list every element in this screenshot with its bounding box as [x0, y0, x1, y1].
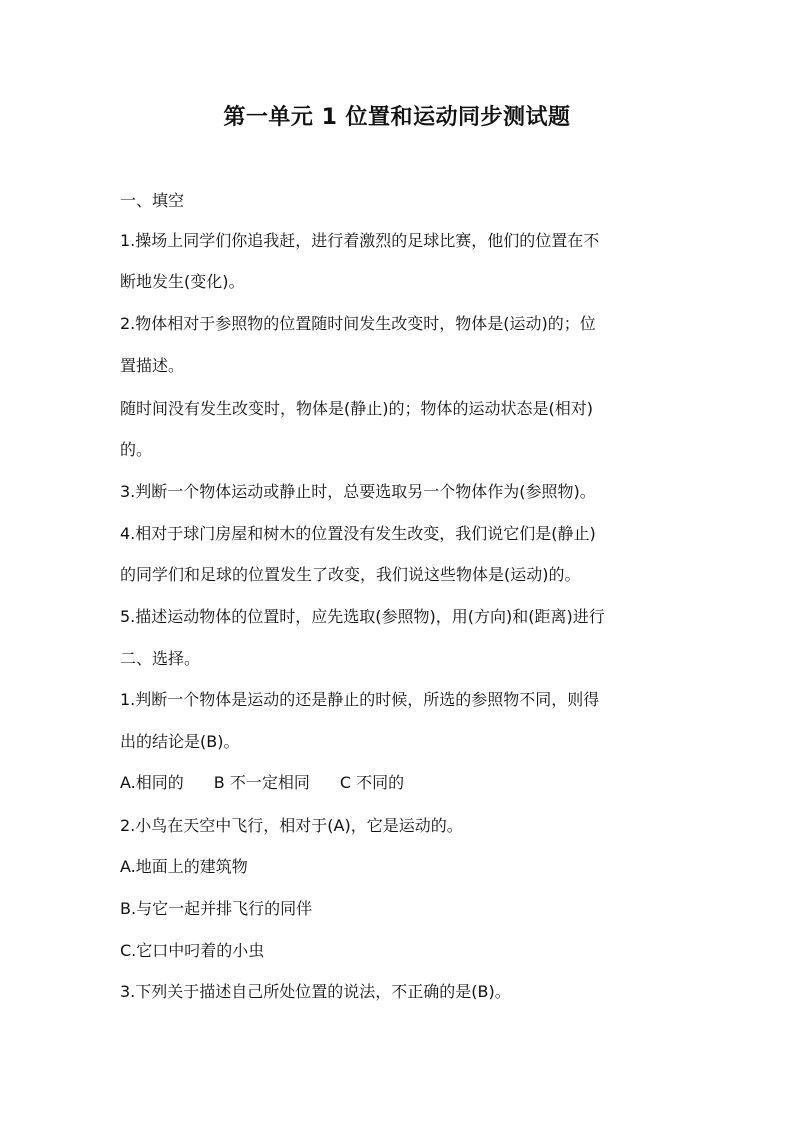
page-title: 第一单元 1 位置和运动同步测试题 [223, 105, 571, 130]
text-line: 2.物体相对于参照物的位置随时间发生改变时，物体是(运动)的；位 [120, 314, 596, 333]
text-line: 随时间没有发生改变时，物体是(静止)的；物体的运动状态是(相对) [120, 399, 593, 418]
section-heading-fill-blank: 一、填空 [120, 191, 185, 210]
option-line: A.地面上的建筑物 [120, 857, 248, 876]
text-line: 3.下列关于描述自己所处位置的说法，不正确的是(B)。 [120, 982, 511, 1001]
option-b: B 不一定相同 [213, 773, 310, 792]
text-line: 1.操场上同学们你追我赶，进行着激烈的足球比赛，他们的位置在不 [120, 231, 600, 250]
text-line: 3.判断一个物体运动或静止时，总要选取另一个物体作为(参照物)。 [120, 482, 596, 501]
text-line: 1.判断一个物体是运动的还是静止的时候，所选的参照物不同，则得 [120, 690, 600, 709]
options-row [120, 772, 680, 794]
text-line: 5.描述运动物体的位置时，应先选取(参照物)，用(方向)和(距离)进行 [120, 607, 605, 626]
text-line: 的同学们和足球的位置发生了改变，我们说这些物体是(运动)的。 [120, 565, 581, 584]
text-line: 4.相对于球门房屋和树木的位置没有发生改变，我们说它们是(静止) [120, 524, 596, 543]
option-line: C.它口中叼着的小虫 [120, 941, 265, 960]
text-line: 断地发生(变化)。 [120, 272, 245, 291]
option-a: A.相同的 [120, 773, 184, 792]
text-line: 2.小鸟在天空中飞行，相对于(A)，它是运动的。 [120, 816, 463, 835]
text-line: 置描述。 [120, 356, 185, 375]
section-heading-choice: 二、选择。 [120, 649, 201, 668]
option-c: C 不同的 [339, 773, 405, 792]
text-line: 的。 [120, 440, 153, 459]
option-line: B.与它一起并排飞行的同伴 [120, 899, 313, 918]
text-line: 出的结论是(B)。 [120, 732, 240, 751]
